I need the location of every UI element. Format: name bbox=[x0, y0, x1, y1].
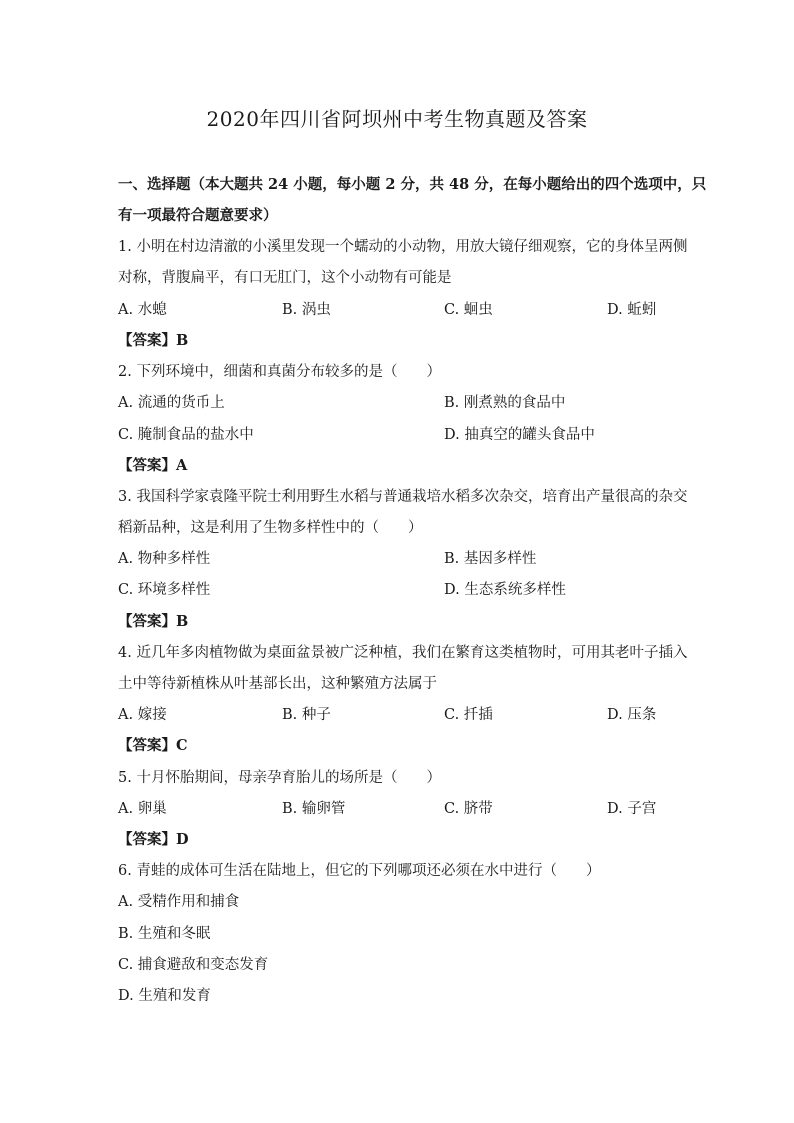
section-heading-line1: 一、选择题（本大题共 24 小题，每小题 2 分，共 48 分，在每小题给出的四个选项中，只 bbox=[118, 176, 707, 193]
question-2-option-a: A. 流通的货币上 bbox=[118, 395, 225, 411]
question-4-stem-line1: 4. 近几年多肉植物做为桌面盆景被广泛种植，我们在繁育这类植物时，可用其老叶子插入 bbox=[118, 645, 688, 661]
question-2-answer: 【答案】A bbox=[118, 457, 188, 474]
question-4-option-a: A. 嫁接 bbox=[118, 707, 167, 723]
question-4-stem-line2: 土中等待新植株从叶基部长出，这种繁殖方法属于 bbox=[118, 676, 437, 692]
question-4-answer: 【答案】C bbox=[118, 737, 188, 754]
question-3-stem-line2: 稻新品种，这是利用了生物多样性中的（ ） bbox=[118, 520, 423, 536]
question-3-stem-line1: 3. 我国科学家袁隆平院士利用野生水稻与普通栽培水稻多次杂交，培育出产量很高的杂交 bbox=[118, 489, 688, 505]
question-5-option-a: A. 卵巢 bbox=[118, 801, 167, 817]
question-2-option-d: D. 抽真空的罐头食品中 bbox=[444, 427, 595, 443]
question-6-stem: 6. 青蛙的成体可生活在陆地上，但它的下列哪项还必须在水中进行（ ） bbox=[118, 863, 601, 879]
question-5-option-d: D. 子宫 bbox=[607, 801, 657, 817]
question-1-option-c: C. 蛔虫 bbox=[444, 302, 493, 318]
question-6-option-a: A. 受精作用和捕食 bbox=[118, 894, 240, 910]
question-3-answer: 【答案】B bbox=[118, 613, 189, 630]
section-heading-line2: 有一项最符合题意要求） bbox=[118, 207, 278, 224]
question-1-answer: 【答案】B bbox=[118, 332, 189, 349]
question-3-option-c: C. 环境多样性 bbox=[118, 582, 211, 598]
question-1-option-d: D. 蚯蚓 bbox=[607, 302, 657, 318]
question-2-stem: 2. 下列环境中，细菌和真菌分布较多的是（ ） bbox=[118, 364, 441, 380]
question-1-option-a: A. 水螅 bbox=[118, 302, 167, 318]
question-6-option-d: D. 生殖和发育 bbox=[118, 988, 211, 1004]
page-title: 2020年四川省阿坝州中考生物真题及答案 bbox=[206, 107, 588, 131]
question-3-option-b: B. 基因多样性 bbox=[444, 551, 537, 567]
question-2-option-c: C. 腌制食品的盐水中 bbox=[118, 427, 254, 443]
question-5-option-c: C. 脐带 bbox=[444, 801, 493, 817]
question-2-option-b: B. 刚煮熟的食品中 bbox=[444, 395, 566, 411]
question-3-option-a: A. 物种多样性 bbox=[118, 551, 211, 567]
question-4-option-d: D. 压条 bbox=[607, 707, 657, 723]
question-3-option-d: D. 生态系统多样性 bbox=[444, 582, 566, 598]
question-1-option-b: B. 涡虫 bbox=[282, 302, 331, 318]
question-6-option-b: B. 生殖和冬眠 bbox=[118, 926, 211, 942]
question-5-answer: 【答案】D bbox=[118, 831, 189, 848]
question-1-stem-line1: 1. 小明在村边清澈的小溪里发现一个蠕动的小动物，用放大镜仔细观察，它的身体呈两侧 bbox=[118, 239, 688, 255]
question-5-stem: 5. 十月怀胎期间，母亲孕育胎儿的场所是（ ） bbox=[118, 770, 441, 786]
question-5-option-b: B. 输卵管 bbox=[282, 801, 346, 817]
question-6-option-c: C. 捕食避敌和变态发育 bbox=[118, 957, 269, 973]
question-4-option-c: C. 扦插 bbox=[444, 707, 493, 723]
question-1-stem-line2: 对称，背腹扁平，有口无肛门，这个小动物有可能是 bbox=[118, 270, 452, 286]
question-4-option-b: B. 种子 bbox=[282, 707, 331, 723]
